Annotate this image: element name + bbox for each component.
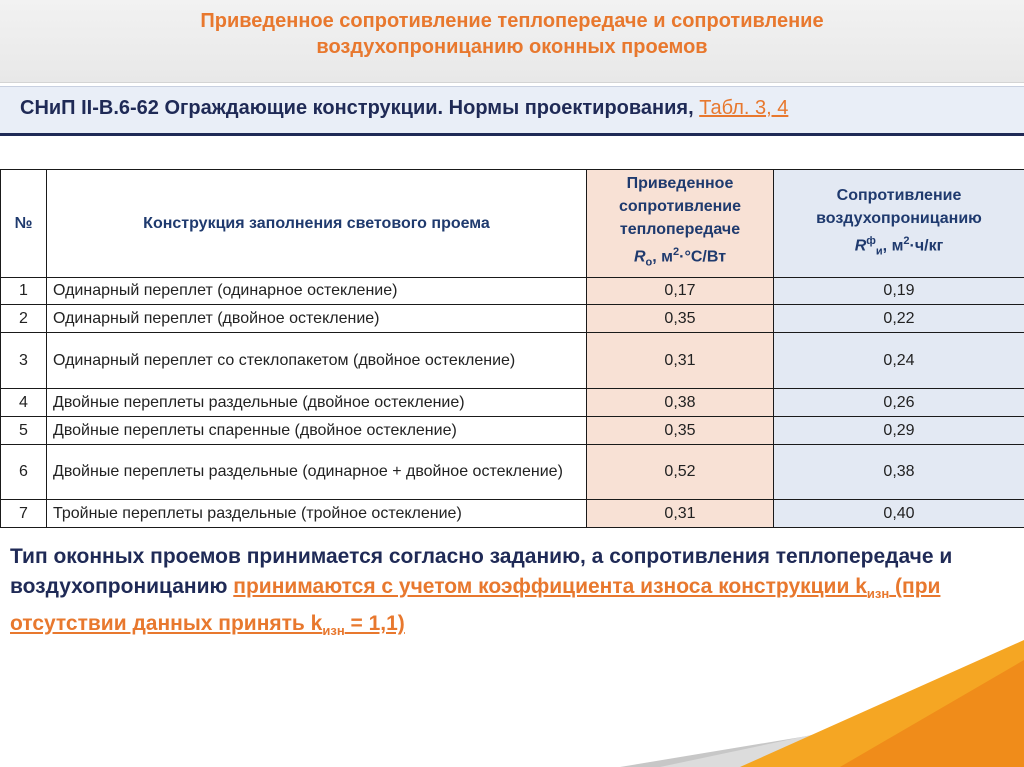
ro-unit-sup: 2 bbox=[673, 246, 680, 259]
table-row bbox=[1, 445, 1024, 500]
row-ro-value: 0,35 bbox=[587, 417, 774, 445]
header-rf-line2: воздухопроницанию bbox=[816, 209, 982, 227]
row-description: Одинарный переплет (одинарное остекление) bbox=[47, 278, 587, 305]
header-ro-line3: теплопередаче bbox=[619, 221, 741, 239]
footer-link-part3: = 1,1) bbox=[344, 612, 405, 636]
row-rf-value: 0,40 bbox=[774, 500, 1024, 528]
header-ro-line1: Приведенное bbox=[626, 175, 734, 193]
row-description: Тройные переплеты раздельные (тройное остекление) bbox=[47, 500, 587, 528]
row-ro-value: 0,31 bbox=[587, 500, 774, 528]
table-row bbox=[1, 389, 1024, 417]
table-row bbox=[1, 333, 1024, 389]
table-row bbox=[1, 500, 1024, 528]
header-ro-line2: сопротивление bbox=[618, 198, 742, 216]
header-ro bbox=[587, 170, 774, 278]
rf-unit-pre: , м bbox=[882, 237, 904, 255]
row-num: 1 bbox=[1, 278, 47, 305]
reference-bar bbox=[0, 86, 1024, 136]
rf-superscript: ф bbox=[866, 234, 876, 247]
reference-text bbox=[20, 97, 788, 120]
ro-subscript: o bbox=[645, 256, 653, 269]
row-ro-value: 0,31 bbox=[587, 333, 774, 389]
header-construction: Конструкция заполнения светового проема bbox=[47, 170, 587, 278]
row-num: 6 bbox=[1, 445, 47, 500]
footer-link-sub2: изн bbox=[322, 623, 345, 639]
row-num: 5 bbox=[1, 417, 47, 445]
rf-symbol: R bbox=[854, 237, 867, 255]
row-num: 3 bbox=[1, 333, 47, 389]
title-bar bbox=[0, 0, 1024, 83]
row-rf-value: 0,29 bbox=[774, 417, 1024, 445]
header-rf bbox=[774, 170, 1024, 278]
header-num: № bbox=[1, 170, 47, 278]
row-rf-value: 0,38 bbox=[774, 445, 1024, 500]
reference-title: СНиП II-В.6-62 Ограждающие конструкции. Нормы проектирования, bbox=[20, 97, 700, 119]
row-ro-value: 0,38 bbox=[587, 389, 774, 417]
header-ro-unit bbox=[593, 241, 767, 275]
footer-link-part2: (при отсутствии данных принять k bbox=[10, 575, 941, 636]
reference-link[interactable]: Табл. 3, 4 bbox=[699, 97, 789, 119]
header-rf-unit bbox=[780, 230, 1018, 264]
row-description: Одинарный переплет (двойное остекление) bbox=[47, 305, 587, 333]
row-num: 4 bbox=[1, 389, 47, 417]
page-title bbox=[0, 8, 1024, 60]
ro-unit-pre: , м bbox=[652, 248, 673, 266]
ro-symbol: R bbox=[633, 248, 646, 266]
ro-unit-post: ·°С/Вт bbox=[679, 248, 727, 266]
row-rf-value: 0,22 bbox=[774, 305, 1024, 333]
footer-text: Тип оконных проемов принимается согласно заданию, а сопротивления теплопередаче и воздухопроницанию bbox=[10, 545, 953, 598]
row-ro-value: 0,52 bbox=[587, 445, 774, 500]
table-header-row bbox=[1, 170, 1024, 278]
table-row bbox=[1, 417, 1024, 445]
page-title-line2: воздухопроницанию оконных проемов bbox=[316, 36, 708, 58]
row-description: Двойные переплеты раздельные (одинарное + двойное остекление) bbox=[47, 445, 587, 500]
row-rf-value: 0,26 bbox=[774, 389, 1024, 417]
page-title-line1: Приведенное сопротивление теплопередаче и сопротивление bbox=[200, 10, 824, 32]
rf-subscript: и bbox=[875, 245, 883, 258]
row-rf-value: 0,19 bbox=[774, 278, 1024, 305]
table-row bbox=[1, 305, 1024, 333]
row-description: Одинарный переплет со стеклопакетом (двойное остекление) bbox=[47, 333, 587, 389]
row-description: Двойные переплеты раздельные (двойное остекление) bbox=[47, 389, 587, 417]
rf-unit-post: ·ч/кг bbox=[909, 237, 944, 255]
row-ro-value: 0,35 bbox=[587, 305, 774, 333]
row-num: 7 bbox=[1, 500, 47, 528]
footer-note bbox=[10, 542, 970, 646]
header-rf-line1: Сопротивление bbox=[836, 186, 962, 204]
row-description: Двойные переплеты спаренные (двойное остекление) bbox=[47, 417, 587, 445]
footer-link-sub1: изн bbox=[866, 586, 890, 602]
norms-table bbox=[0, 169, 1024, 528]
row-rf-value: 0,24 bbox=[774, 333, 1024, 389]
footer-link-part1: принимаются с учетом коэффициента износа конструкции k bbox=[233, 575, 867, 598]
row-ro-value: 0,17 bbox=[587, 278, 774, 305]
rf-unit-sup: 2 bbox=[903, 234, 910, 247]
row-num: 2 bbox=[1, 305, 47, 333]
table-row bbox=[1, 278, 1024, 305]
